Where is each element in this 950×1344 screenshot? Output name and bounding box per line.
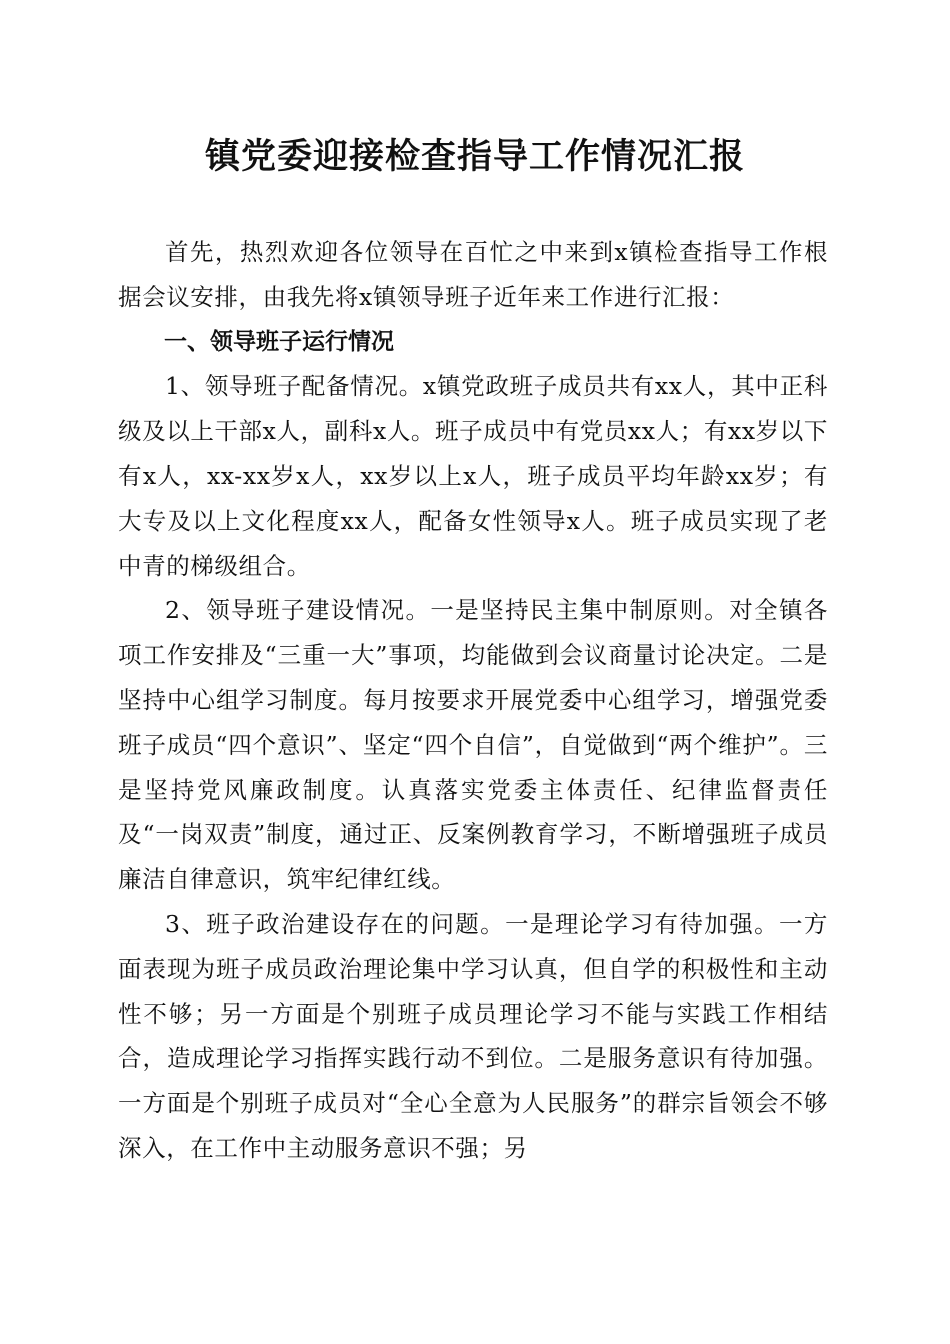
section-heading-1: 一、领导班子运行情况 bbox=[164, 328, 394, 355]
paragraph-existing-problems: 3、班子政治建设存在的问题。一是理论学习有待加强。一方面表现为班子成员政治理论集中学习认真，但自学的积极性和主动性不够；另一方面是个别班子成员理论学习不能与实践工作相结合，造成理论学习指挥实践行动不到位。二是服务意识有待加强。一方面是个别班子成员对“全心全意为人民服务”的群宗旨领会不够深入，在工作中主动服务意识不强；另 bbox=[118, 909, 828, 1162]
document-title: 镇党委迎接检查指导工作情况汇报 bbox=[204, 136, 745, 177]
intro-paragraph: 首先，热烈欢迎各位领导在百忙之中来到x镇检查指导工作根据会议安排，由我先将x镇领导班子近年来工作进行汇报： bbox=[118, 238, 828, 311]
paragraph-team-building: 2、领导班子建设情况。一是坚持民主集中制原则。对全镇各项工作安排及“三重一大”事项，均能做到会议商量讨论决定。二是坚持中心组学习制度。每月按要求开展党委中心组学习，增强党委班子成员“四个意识”、坚定“四个自信”，自觉做到“两个维护”。三是坚持党风廉政制度。认真落实党委主体责任、纪律监督责任及“一岗双责”制度，通过正、反案例教育学习，不断增强班子成员廉洁自律意识，筑牢纪律红线。 bbox=[118, 596, 828, 894]
document-body bbox=[118, 230, 828, 1171]
paragraph-team-staffing: 1、领导班子配备情况。x镇党政班子成员共有xx人，其中正科级及以上干部x人，副科x人。班子成员中有党员xx人；有xx岁以下有x人，xx-xx岁x人，xx岁以上x人，班子成员平均年龄xx岁；有大专及以上文化程度xx人，配备女性领导x人。班子成员实现了老中青的梯级组合。 bbox=[118, 372, 828, 580]
